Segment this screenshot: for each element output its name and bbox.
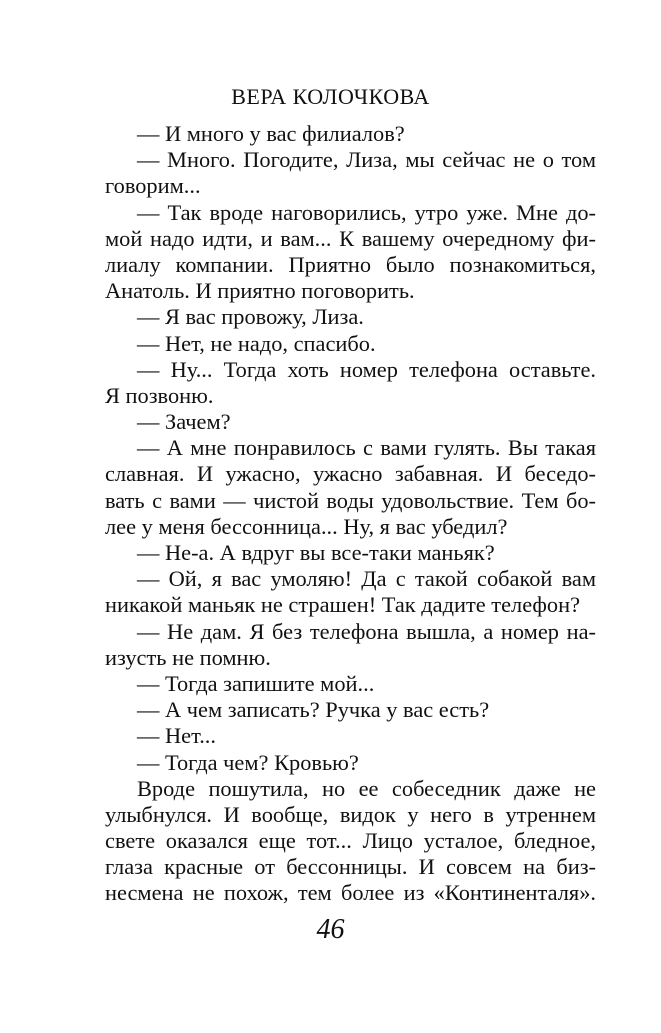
text-line: — Я вас провожу, Лиза. [137, 304, 364, 330]
text-line: несмена не похож, тем более из «Континенталя». [105, 880, 596, 906]
text-line: — Много. Погодите, Лиза, мы сейчас не о том [137, 147, 596, 173]
text-line: — Тогда запишите мой... [137, 670, 375, 696]
text-line: свете оказался еще тот... Лицо усталое, бледное, [105, 828, 596, 854]
text-line: говорим... [105, 173, 201, 199]
text-line: вать с вами — чистой воды удовольствие. Тем бо- [105, 487, 596, 513]
running-header: ВЕРА КОЛОЧКОВА [231, 84, 430, 109]
text-line: — Нет... [137, 723, 216, 749]
page-number: 46 [316, 914, 345, 945]
body-text [105, 121, 596, 907]
text-line: Я позвоню. [105, 382, 214, 408]
text-line: — Нет, не надо, спасибо. [137, 330, 376, 356]
text-line: лее у меня бессонница... Ну, я вас убедил? [105, 513, 508, 539]
text-line: — А мне понравилось с вами гулять. Вы такая [137, 435, 596, 461]
text-line: — А чем записать? Ручка у вас есть? [137, 697, 490, 723]
text-line: — Зачем? [137, 409, 231, 435]
text-line: улыбнулся. И вообще, видок у него в утреннем [105, 801, 596, 827]
text-line: — Ой, я вас умоляю! Да с такой собакой вам [137, 566, 596, 592]
text-line: мой надо идти, и вам... К вашему очередному фи- [105, 225, 596, 251]
text-line: — Тогда чем? Кровью? [137, 749, 359, 775]
text-line: Анатоль. И приятно поговорить. [105, 278, 415, 304]
text-line: Вроде пошутила, но ее собеседник даже не [137, 775, 596, 801]
text-line: — Так вроде наговорились, утро уже. Мне до- [137, 199, 596, 225]
text-line: никакой маньяк не страшен! Так дадите телефон? [105, 592, 581, 618]
text-line: глаза красные от бессонницы. И совсем на биз- [105, 854, 596, 880]
text-line: — Не дам. Я без телефона вышла, а номер на- [137, 618, 596, 644]
text-line: — Не-а. А вдруг вы все-таки маньяк? [137, 540, 495, 565]
text-line: лиалу компании. Приятно было познакомиться, [105, 251, 596, 277]
text-line: славная. И ужасно, ужасно забавная. И беседо- [105, 461, 596, 487]
text-line: — И много у вас филиалов? [137, 121, 405, 146]
text-line: — Ну... Тогда хоть номер телефона оставьте. [137, 356, 596, 382]
text-line: изусть не помню. [105, 644, 271, 670]
